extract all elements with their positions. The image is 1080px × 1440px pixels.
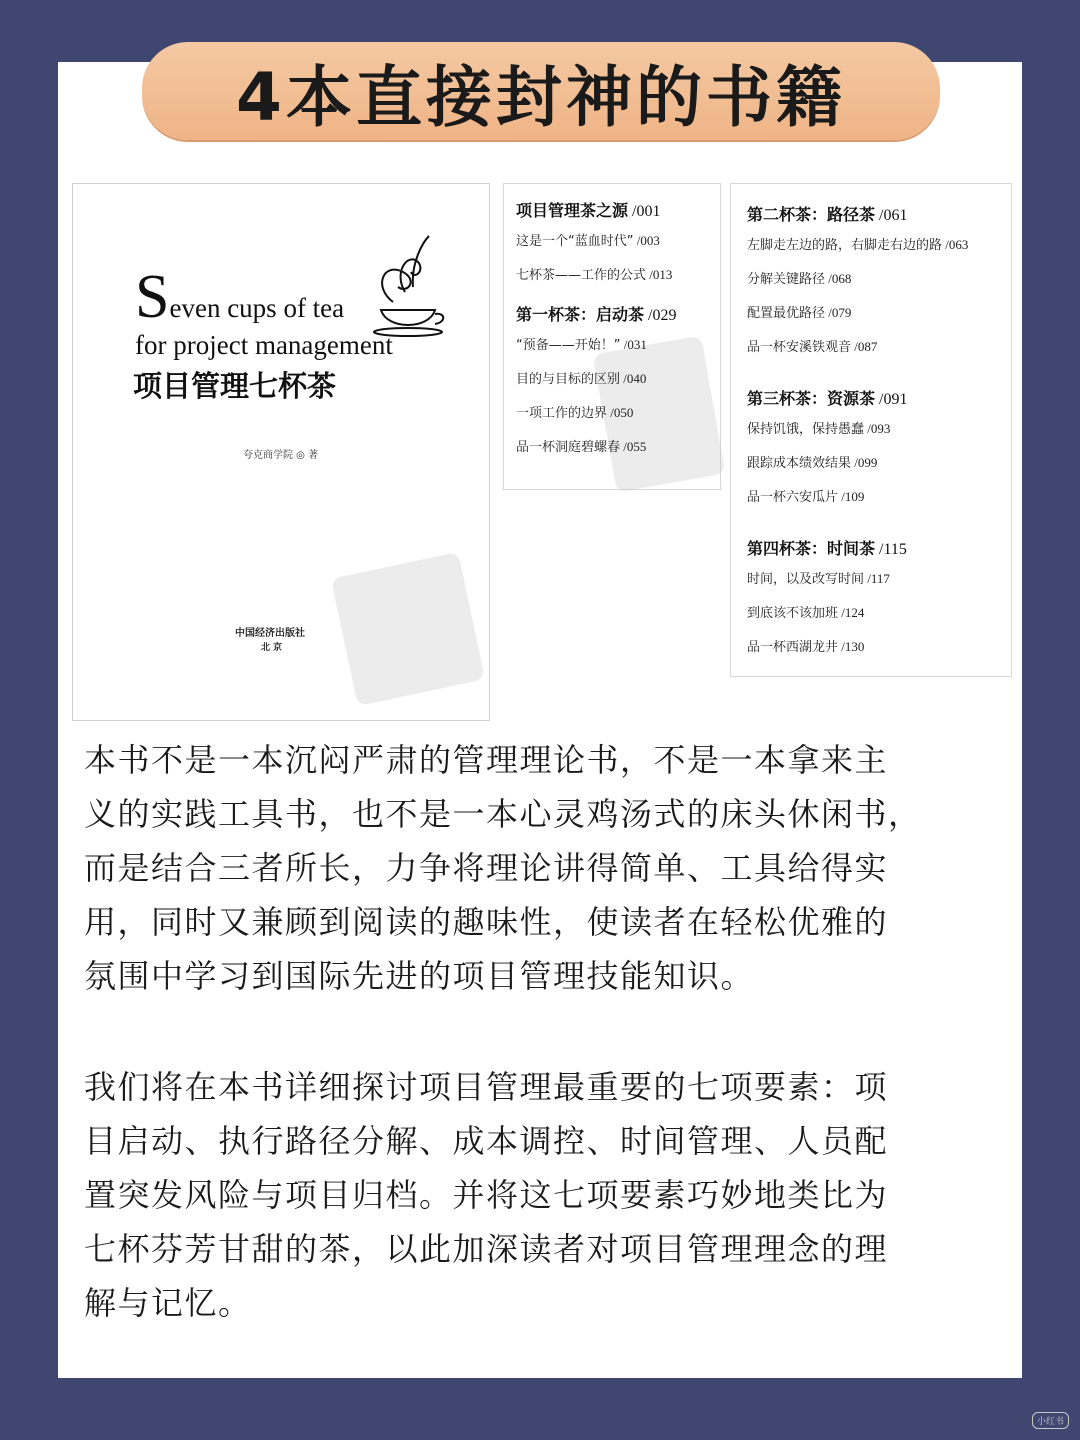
toc-entry: [747, 268, 851, 287]
toc-entry-page: /061: [875, 207, 908, 224]
toc-entry-title: 保持饥饿，保持愚蠢: [747, 422, 865, 437]
toc-entry-title: 品一杯六安瓜片: [747, 490, 839, 505]
cover-title-rest: even cups of tea: [169, 293, 345, 323]
toc-entry-page: /091: [875, 391, 908, 408]
toc-entry-title: 七杯茶——工作的公式: [516, 268, 647, 283]
toc-entry-page: /087: [851, 339, 878, 354]
toc-entry: [747, 568, 890, 587]
book-cover-image: [72, 183, 490, 721]
toc-entry-title: 分解关键路径: [747, 272, 826, 287]
toc-entry-title: “预备——开始！”: [516, 338, 621, 353]
toc-entry-page: /003: [633, 233, 660, 248]
toc-entry-page: /055: [620, 439, 647, 454]
toc-entry: [747, 452, 877, 471]
paragraph-line: 用，同时又兼顾到阅读的趣味性，使读者在轻松优雅的: [84, 903, 889, 941]
toc-entry-page: /099: [851, 455, 878, 470]
toc-chapter-heading: [747, 536, 907, 559]
paragraph-line: 义的实践工具书，也不是一本心灵鸡汤式的床头休闲书，: [84, 795, 922, 833]
toc-entry-title: 跟踪成本绩效结果: [747, 456, 852, 471]
toc-chapter-heading: [747, 202, 907, 225]
toc-entry-page: /063: [942, 237, 969, 252]
toc-entry-page: /001: [628, 203, 661, 220]
paragraph-line: 氛围中学习到国际先进的项目管理技能知识。: [84, 957, 755, 995]
toc-entry-page: /029: [644, 307, 677, 324]
paragraph-line: 目启动、执行路径分解、成本调控、时间管理、人员配: [84, 1122, 889, 1160]
toc-entry: [747, 302, 851, 321]
toc-entry: [747, 418, 890, 437]
toc-entry-page: /117: [864, 571, 890, 586]
paragraph-line: 而是结合三者所长，力争将理论讲得简单、工具给得实: [84, 849, 889, 887]
toc-entry-title: 品一杯安溪铁观音: [747, 340, 852, 355]
toc-entry: [516, 230, 660, 249]
toc-entry-title: 时间，以及改写时间: [747, 572, 865, 587]
toc-chapter-heading: [747, 386, 907, 409]
toc-entry: [516, 402, 633, 421]
cover-title-english-line2: for project management: [135, 330, 393, 360]
cover-publisher: 中国经济出版社: [235, 628, 305, 639]
toc-entry: [516, 334, 647, 353]
toc-entry-page: /130: [838, 639, 865, 654]
toc-entry-page: /068: [825, 271, 852, 286]
paragraph-line: 置突发风险与项目归档。并将这七项要素巧妙地类比为: [84, 1176, 889, 1214]
toc-entry-page: /124: [838, 605, 865, 620]
toc-entry-title: 一项工作的边界: [516, 406, 608, 421]
page-title: 4本直接封神的书籍: [236, 58, 846, 136]
toc-entry-page: /093: [864, 421, 891, 436]
toc-chapter-heading: [516, 302, 676, 325]
toc-entry-title: 项目管理茶之源: [516, 201, 629, 220]
toc-entry-title: 到底该不该加班: [747, 606, 839, 621]
toc-entry-page: /079: [825, 305, 852, 320]
cover-city: 北京: [261, 643, 286, 653]
paragraph-elements: [84, 1060, 1014, 1330]
toc-entry: [747, 234, 968, 253]
paragraph-line: 解与记忆。: [84, 1284, 252, 1322]
toc-entry: [747, 486, 864, 505]
toc-entry-title: 第三杯茶：资源茶: [747, 389, 876, 408]
toc-entry-page: /013: [646, 267, 673, 282]
toc-entry-title: 这是一个“蓝血时代”: [516, 234, 634, 249]
toc-entry-title: 第一杯茶：启动茶: [516, 305, 645, 324]
toc-panel-left: [503, 183, 721, 490]
toc-entry: [747, 636, 864, 655]
toc-entry: [747, 336, 877, 355]
toc-entry: [747, 602, 864, 621]
paragraph-intro: [84, 733, 1014, 1003]
toc-chapter-heading: [516, 198, 660, 221]
toc-entry-title: 左脚走左边的路，右脚走右边的路: [747, 238, 943, 253]
paragraph-line: 七杯芬芳甘甜的茶，以此加深读者对项目管理理念的理: [84, 1230, 889, 1268]
toc-entry-page: /115: [875, 541, 907, 558]
toc-entry-page: /040: [620, 371, 647, 386]
paragraph-line: 我们将在本书详细探讨项目管理最重要的七项要素：项: [84, 1068, 889, 1106]
toc-entry-title: 第四杯茶：时间茶: [747, 539, 876, 558]
app-watermark: 小红书: [1032, 1412, 1069, 1429]
cover-title-chinese: 项目管理七杯茶: [133, 369, 337, 403]
teacup-icon: [363, 232, 453, 342]
toc-entry-title: 品一杯洞庭碧螺春: [516, 440, 621, 455]
cover-title-english: [135, 263, 345, 331]
toc-entry-title: 配置最优路径: [747, 306, 826, 321]
toc-entry-page: /050: [607, 405, 634, 420]
seal-watermark: [331, 552, 485, 706]
toc-entry-title: 第二杯茶：路径茶: [747, 205, 876, 224]
toc-entry: [516, 436, 646, 455]
toc-entry: [516, 368, 646, 387]
toc-panel-right: [730, 183, 1012, 677]
toc-entry-title: 品一杯西湖龙井: [747, 640, 839, 655]
toc-entry: [516, 264, 672, 283]
toc-entry-page: /109: [838, 489, 865, 504]
cover-title-initial: S: [135, 263, 170, 331]
toc-entry-page: /031: [620, 337, 647, 352]
paragraph-line: 本书不是一本沉闷严肃的管理理论书，不是一本拿来主: [84, 741, 889, 779]
toc-entry-title: 目的与目标的区别: [516, 372, 621, 387]
cover-author: 夸克商学院 ◎ 著: [243, 450, 319, 461]
